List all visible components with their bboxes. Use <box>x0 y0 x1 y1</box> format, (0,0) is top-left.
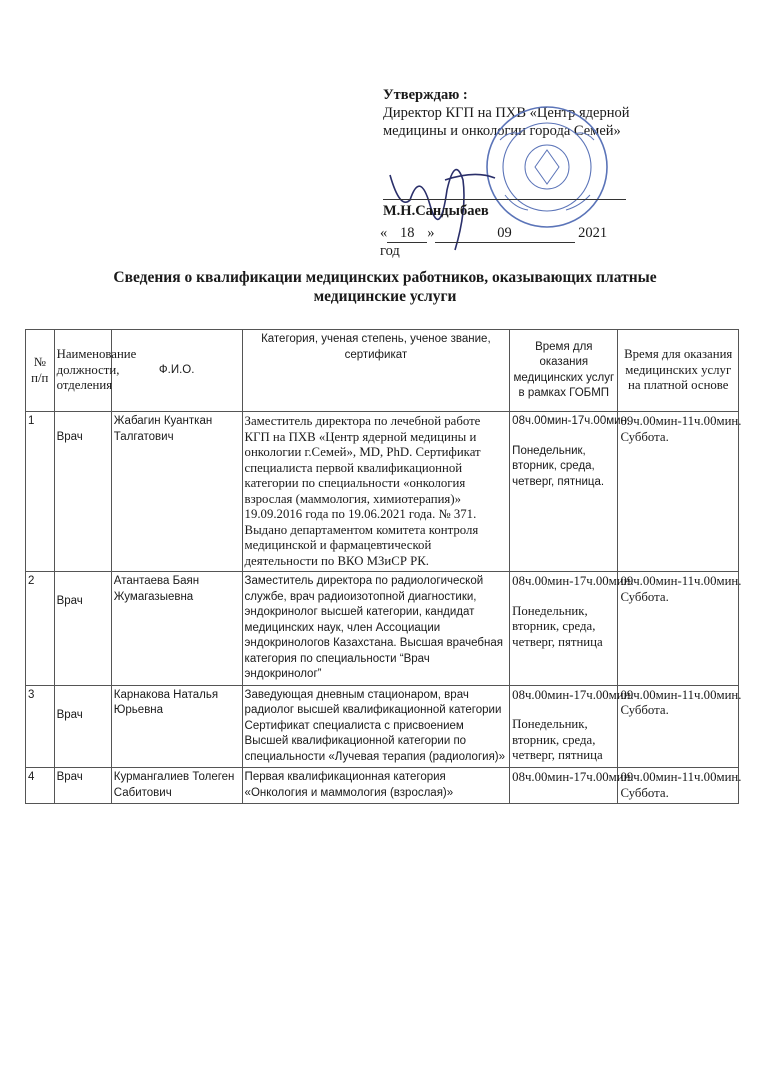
row-name: Курмангалиев Толеген Сабитович <box>111 768 242 804</box>
row-category: Заместитель директора по лечебной работе КГП на ПХВ «Центр ядерной медицины и онкологии г.Семей», MD, PhD. Сертификат специалиста первой квалификационной категории по специальности «онкология взрослая (маммология, химиотерапия)» 19.09.2016 года по 19.06.2021 года. № 371. Выдано департаментом комитета контроля медицинской и фармацевтической деятельности по ВКО МЗиСР РК. <box>242 412 510 572</box>
row-name: Жабагин Куанткан Талгатович <box>111 412 242 572</box>
row-time-paid: 09ч.00мин-11ч.00мин. Суббота. <box>618 412 739 572</box>
approval-heading: Утверждаю : <box>383 87 468 103</box>
row-time-gobmp: 08ч.00мин-17ч.00мин. Понедельник, вторник, среда, четверг, пятница. <box>510 412 618 572</box>
row-time-paid: 09ч.00мин-11ч.00мин. Суббота. <box>618 768 739 804</box>
row-position: Врач <box>54 768 111 804</box>
header-time-gobmp: Время для оказания медицинских услуг в рамках ГОБМП <box>510 330 618 412</box>
row-time-gobmp: 08ч.00мин-17ч.00мин. Понедельник, вторник, среда, четверг, пятница <box>510 685 618 768</box>
approval-date: « 18 » 09 2021 год <box>380 225 608 259</box>
table-row <box>26 412 739 572</box>
row-num: 1 <box>26 412 55 572</box>
table-row <box>26 572 739 686</box>
qualification-table <box>25 329 742 804</box>
row-time-gobmp: 08ч.00мин-17ч.00мин. <box>510 768 618 804</box>
row-num: 2 <box>26 572 55 686</box>
director-title: Директор КГП на ПХВ «Центр ядерной медицины и онкологии города Семей» <box>383 105 630 139</box>
table-row <box>26 768 739 804</box>
row-position: Врач <box>54 685 111 768</box>
document-title: Сведения о квалификации медицинских работников, оказывающих платные медицинские услуги <box>113 269 657 305</box>
row-position: Врач <box>54 572 111 686</box>
date-year: 2021 год <box>380 225 608 259</box>
date-day: 18 <box>387 225 427 243</box>
header-position: Наименование должности, отделения <box>54 330 111 412</box>
header-name: Ф.И.О. <box>111 330 242 412</box>
header-category: Категория, ученая степень, ученое звание, сертификат <box>242 330 510 412</box>
signer-name: М.Н.Сандыбаев <box>383 203 489 219</box>
header-time-paid: Время для оказания медицинских услуг на платной основе <box>618 330 739 412</box>
row-position: Врач <box>54 412 111 572</box>
table-row <box>26 685 739 768</box>
row-time-gobmp: 08ч.00мин-17ч.00мин. Понедельник, вторник, среда, четверг, пятница <box>510 572 618 686</box>
row-category: Заместитель директора по радиологической службе, врач радиоизотопной диагностики, эндокринолог высшей категории, кандидат медицинских наук, член Ассоциации эндокринологов Казахстана. Высшая врачебная категория по специальности “Врач эндокринолог” <box>242 572 510 686</box>
row-category: Первая квалификационная категория «Онкология и маммология (взрослая)» <box>242 768 510 804</box>
row-name: Атантаева Баян Жумагазыевна <box>111 572 242 686</box>
row-category: Заведующая дневным стационаром, врач радиолог высшей квалификационной категории Сертификат специалиста с присвоением Высшей квалификационной категории по специальности «Лучевая терапия (радиология)» <box>242 685 510 768</box>
header-num: № п/п <box>26 330 55 412</box>
row-time-paid: 09ч.00мин-11ч.00мин. Суббота. <box>618 685 739 768</box>
date-month: 09 <box>435 225 575 243</box>
row-num: 4 <box>26 768 55 804</box>
row-name: Карнакова Наталья Юрьевна <box>111 685 242 768</box>
row-time-paid: 09ч.00мин-11ч.00мин. Суббота. <box>618 572 739 686</box>
row-num: 3 <box>26 685 55 768</box>
signature-line <box>383 199 626 200</box>
table-header-row <box>26 330 739 412</box>
